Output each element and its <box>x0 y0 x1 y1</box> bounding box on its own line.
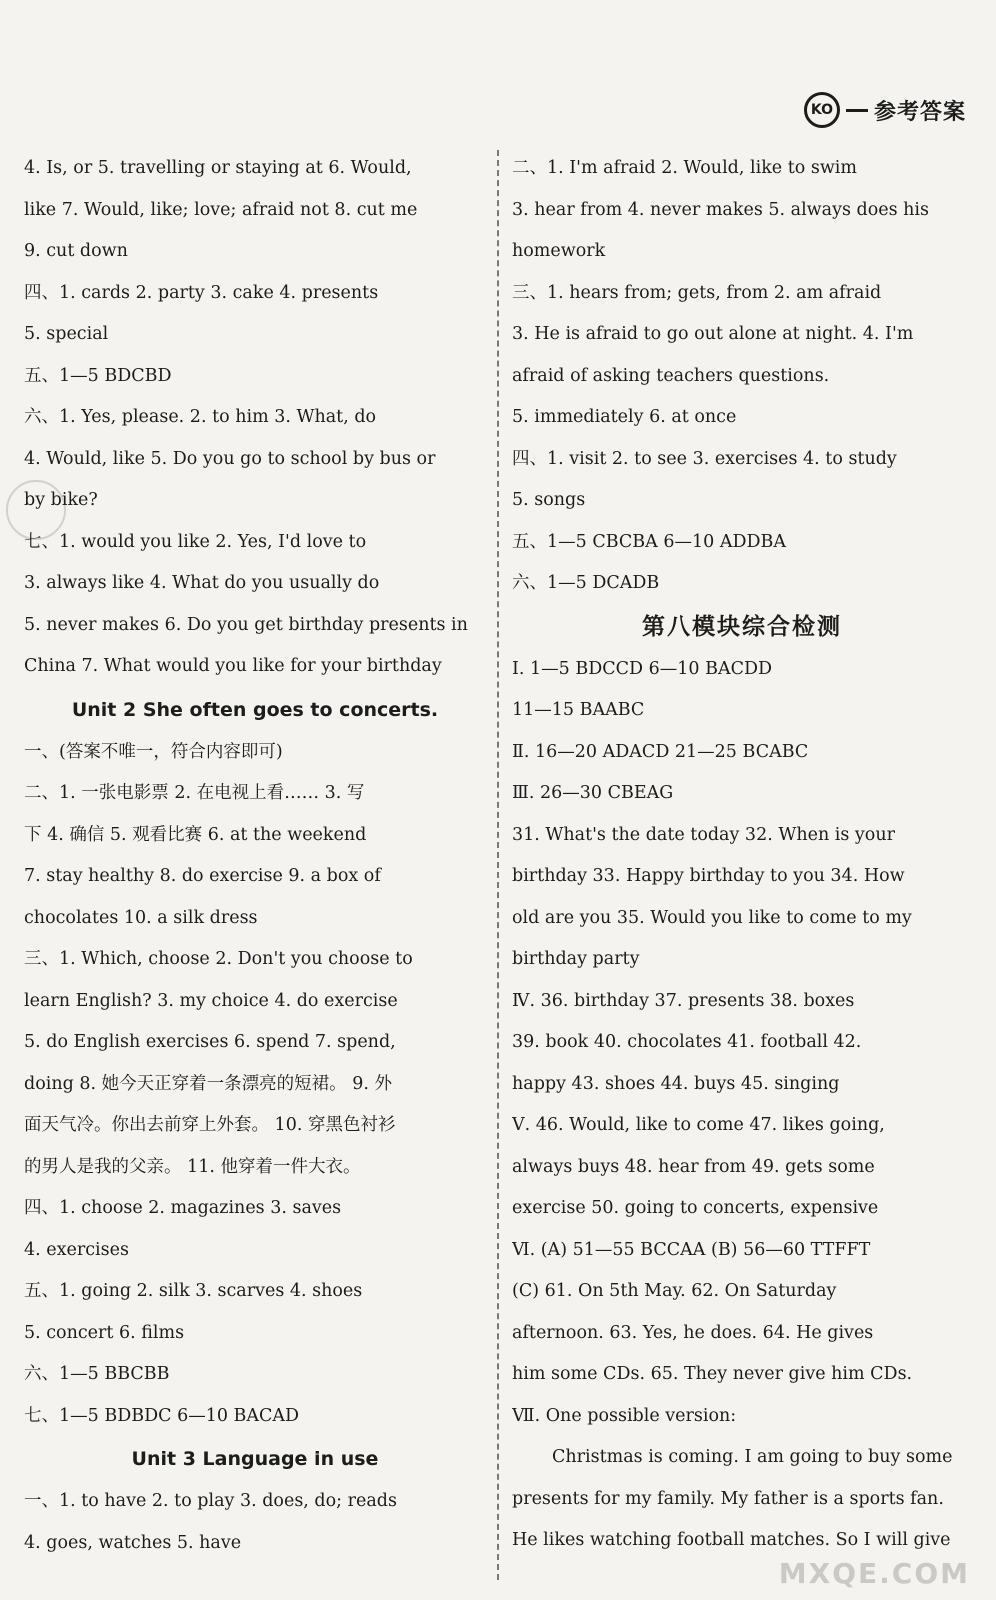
answer-line: 二、1. 一张电影票 2. 在电视上看…… 3. 写 <box>24 783 365 803</box>
unit2-heading: Unit 2 She often goes to concerts. <box>71 698 439 721</box>
answer-line: Ⅶ. One possible version: <box>512 1405 737 1426</box>
answer-line: Ⅲ. 26—30 CBEAG <box>512 783 674 803</box>
answer-line: afraid of asking teachers questions. <box>512 365 830 386</box>
answer-line: 二、1. I'm afraid 2. Would, like to swim <box>512 158 858 178</box>
answer-line: Ⅰ. 1—5 BDCCD 6—10 BACDD <box>512 658 773 679</box>
answer-line: 5. concert 6. films <box>24 1322 185 1343</box>
answer-line: 五、1. going 2. silk 3. scarves 4. shoes <box>24 1281 363 1301</box>
answer-line: by bike? <box>24 490 98 510</box>
answer-line: 四、1. visit 2. to see 3. exercises 4. to study <box>512 448 897 469</box>
answer-line: Ⅴ. 46. Would, like to come 47. likes going, <box>512 1115 885 1135</box>
answer-line: birthday 33. Happy birthday to you 34. How <box>512 866 905 886</box>
answer-line: Ⅵ. (A) 51—55 BCCAA (B) 56—60 TTFFT <box>512 1239 871 1260</box>
answer-line: Christmas is coming. I am going to buy some <box>552 1447 953 1467</box>
answer-line: learn English? 3. my choice 4. do exercise <box>24 990 398 1011</box>
left-column <box>24 148 486 1600</box>
answer-line: happy 43. shoes 44. buys 45. singing <box>512 1073 840 1094</box>
answer-line: him some CDs. 65. They never give him CDs. <box>512 1364 913 1384</box>
answer-line: 11—15 BAABC <box>512 700 645 720</box>
answer-line: 七、1—5 BDBDC 6—10 BACAD <box>24 1405 300 1426</box>
answer-line: presents for my family. My father is a sports fan. <box>512 1488 944 1509</box>
answer-line: 一、(答案不唯一，符合内容即可) <box>24 741 283 762</box>
answer-line: 9. cut down <box>24 241 128 261</box>
answer-line: (C) 61. On 5th May. 62. On Saturday <box>512 1281 837 1301</box>
column-divider <box>497 150 499 1580</box>
answer-line: doing 8. 她今天正穿着一条漂亮的短裙。 9. 外 <box>24 1073 392 1094</box>
answer-line: 五、1—5 BDCBD <box>24 365 172 386</box>
answer-line: 4. goes, watches 5. have <box>24 1532 242 1553</box>
answer-line: 五、1—5 CBCBA 6—10 ADDBA <box>512 531 787 552</box>
answer-line: exercise 50. going to concerts, expensive <box>512 1198 879 1218</box>
answer-line: Ⅳ. 36. birthday 37. presents 38. boxes <box>512 990 855 1011</box>
right-column <box>512 148 972 1600</box>
answer-line: 七、1. would you like 2. Yes, I'd love to <box>24 531 367 552</box>
answer-line: 3. always like 4. What do you usually do <box>24 573 380 593</box>
answer-line: 3. He is afraid to go out alone at night. 4. I'm <box>512 324 914 344</box>
answer-line: 4. Is, or 5. travelling or staying at 6. Would, <box>24 158 412 178</box>
answer-line: 下 4. 确信 5. 观看比赛 6. at the weekend <box>24 824 367 845</box>
answer-line: 三、1. hears from; gets, from 2. am afraid <box>512 282 882 303</box>
answer-line: 一、1. to have 2. to play 3. does, do; reads <box>24 1491 397 1511</box>
answer-line: 三、1. Which, choose 2. Don't you choose to <box>24 949 413 969</box>
answer-line: 四、1. cards 2. party 3. cake 4. presents <box>24 282 379 303</box>
unit3-heading: Unit 3 Language in use <box>131 1448 379 1470</box>
answer-line: 5. special <box>24 324 109 344</box>
watermark: MXQE.COM <box>778 1557 970 1590</box>
answer-line: 5. immediately 6. at once <box>512 407 737 427</box>
answer-line: 5. never makes 6. Do you get birthday presents in <box>24 614 468 635</box>
answer-line: China 7. What would you like for your birthday <box>24 656 442 676</box>
answer-line: 4. Would, like 5. Do you go to school by bus or <box>24 448 436 469</box>
module-heading: 第八模块综合检测 <box>642 613 842 640</box>
answer-line: Ⅱ. 16—20 ADACD 21—25 BCABC <box>512 741 809 762</box>
answer-line: 六、1—5 BBCBB <box>24 1364 170 1384</box>
answer-line: 39. book 40. chocolates 41. football 42. <box>512 1032 862 1052</box>
logo-dash <box>846 109 868 112</box>
page-header <box>804 92 966 128</box>
answer-line: 六、1—5 DCADB <box>512 573 660 593</box>
answer-line: 5. songs <box>512 490 586 510</box>
answer-line: 31. What's the date today 32. When is your <box>512 824 895 845</box>
answer-line: 5. do English exercises 6. spend 7. spend, <box>24 1032 396 1052</box>
answer-line: like 7. Would, like; love; afraid not 8. cut me <box>24 199 418 220</box>
answer-line: always buys 48. hear from 49. gets some <box>512 1156 875 1177</box>
answer-line: chocolates 10. a silk dress <box>24 907 258 928</box>
answer-line: old are you 35. Would you like to come to my <box>512 907 912 928</box>
logo-icon: KO <box>804 92 840 128</box>
answer-line: 7. stay healthy 8. do exercise 9. a box of <box>24 866 381 886</box>
answer-line: 四、1. choose 2. magazines 3. saves <box>24 1198 342 1218</box>
answer-line: birthday party <box>512 949 640 969</box>
answer-line: homework <box>512 241 606 261</box>
answer-line: afternoon. 63. Yes, he does. 64. He gives <box>512 1322 874 1343</box>
answer-line: 的男人是我的父亲。 11. 他穿着一件大衣。 <box>24 1156 361 1177</box>
answer-line: 面天气冷。你出去前穿上外套。 10. 穿黑色衬衫 <box>24 1115 396 1135</box>
answer-line: 3. hear from 4. never makes 5. always does his <box>512 199 929 220</box>
answer-line: 六、1. Yes, please. 2. to him 3. What, do <box>24 407 377 427</box>
answer-line: 4. exercises <box>24 1239 129 1260</box>
answer-line: He likes watching football matches. So I will give <box>512 1530 951 1550</box>
header-title: 参考答案 <box>873 99 966 125</box>
